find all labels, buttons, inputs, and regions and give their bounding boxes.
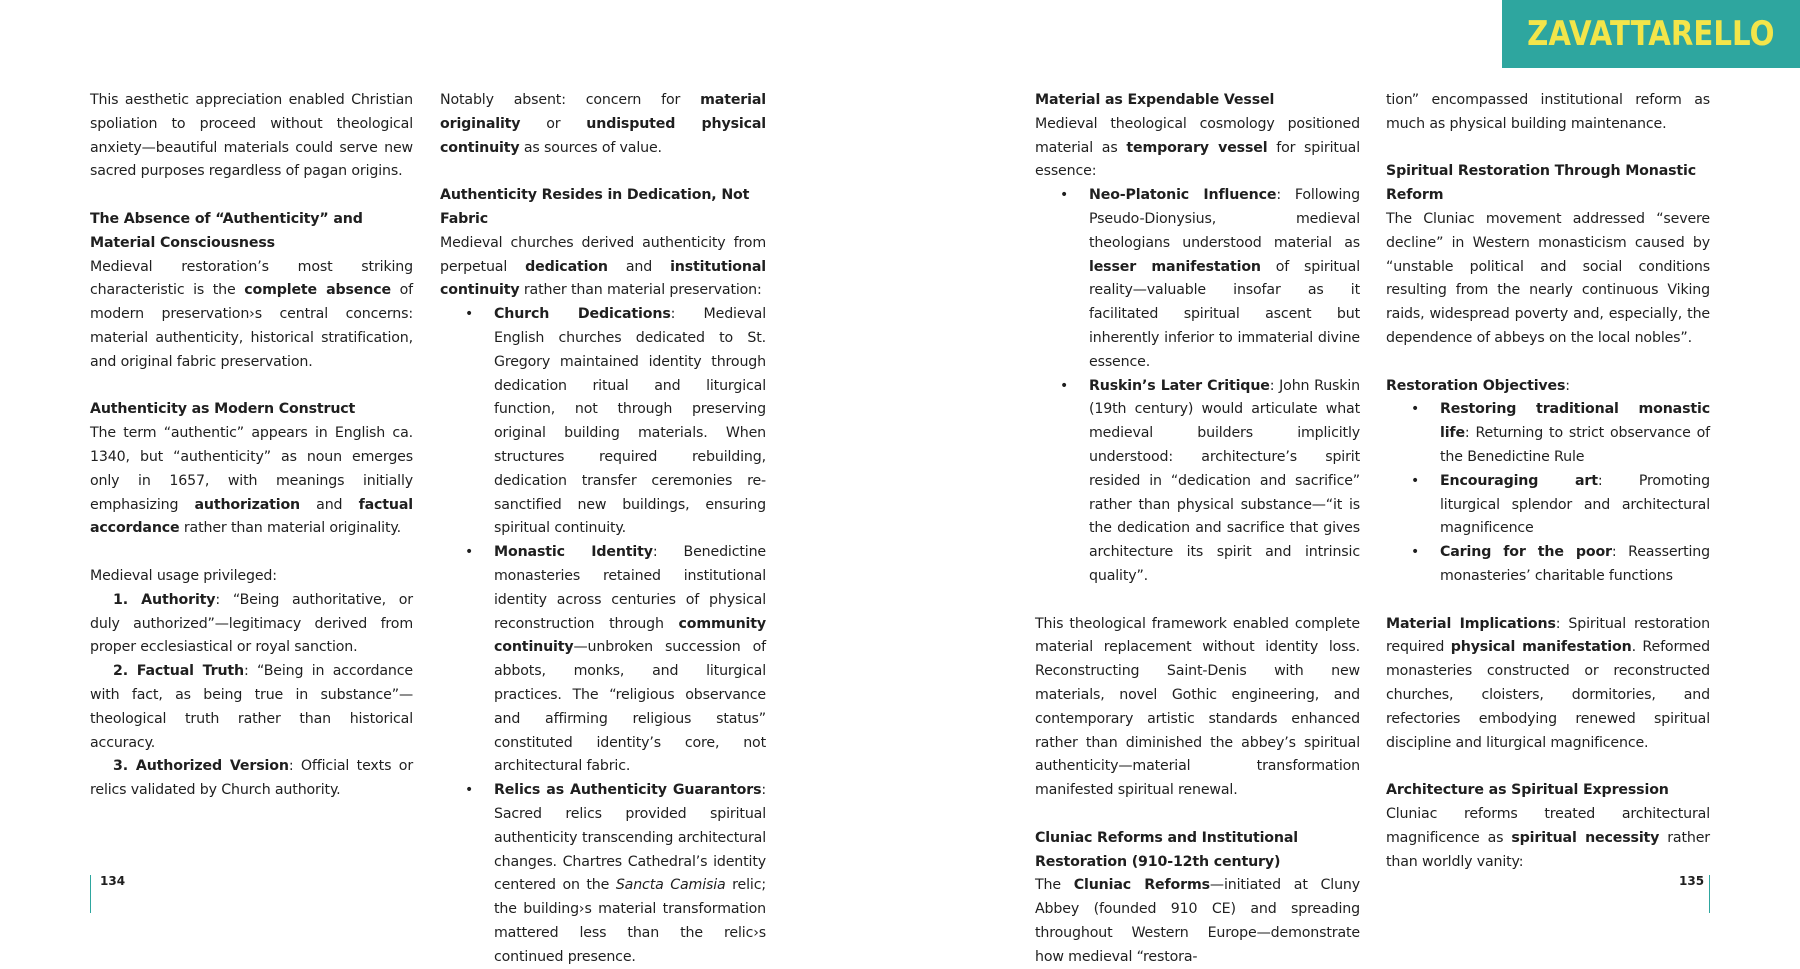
section-heading: The Absence of “Authenticity” and Material Consciousness — [90, 210, 363, 251]
paragraph: Medieval usage privileged: — [90, 567, 277, 584]
column-1 — [90, 89, 413, 803]
paragraph: The term “authentic” appears in English ca. 1340, but “authenticity” as noun emerges only in 1657, with meanings initially emphasizing authorization and factual accordance rather than material originality. — [90, 425, 413, 537]
column-4 — [1386, 89, 1710, 874]
section-heading: Spiritual Restoration Through Monastic Reform — [1386, 163, 1697, 204]
list-item: • Ruskin’s Later Critique: John Ruskin (19th century) would articulate what medieval builders implicitly understood: architecture’s spirit resided in “dedication and sacrifice” rather than physical substance—“it is the dedication and sacrifice that gives architecture its spirit and intrinsic quality”. — [1035, 375, 1360, 589]
section-heading: Material as Expendable Vessel — [1035, 92, 1275, 108]
list-item: 1. Authority: “Being authoritative, or duly authorized”—legitimacy derived from proper ecclesiastical or royal sanction. — [90, 591, 413, 656]
column-2 — [440, 89, 766, 969]
paragraph: Material Implications: Spiritual restoration required physical manifestation. Reformed monasteries constructed or reconstructed churches, cloisters, dormitories, and refectories embodying renewed spiritual discipline and liturgical magnificence. — [1386, 615, 1710, 751]
list-item: • Restoring traditional monastic life: Returning to strict observance of the Benedictine Rule — [1386, 398, 1710, 469]
paragraph: Medieval theological cosmology positioned material as temporary vessel for spiritual essence: — [1035, 115, 1360, 180]
paragraph: This aesthetic appreciation enabled Christian spoliation to proceed without theological anxiety—beautiful materials could serve new sacred purposes regardless of pagan origins. — [90, 92, 413, 180]
page-number-left: 134 — [100, 874, 126, 888]
paragraph: Cluniac reforms treated architectural magnificence as spiritual necessity rather than worldly vanity: — [1386, 805, 1710, 870]
paragraph: The Cluniac movement addressed “severe decline” in Western monasticism caused by “unstable political and social conditions resulting from the nearly continuous Viking raids, widespread poverty and, especially, the dependence of abbeys on the local nobles”. — [1386, 210, 1710, 346]
list-item: 2. Factual Truth: “Being in accordance with fact, as being true in substance”—theological truth rather than historical accuracy. — [90, 663, 413, 751]
bullet-list — [1035, 184, 1360, 589]
page-number-right: 135 — [1679, 874, 1705, 888]
brand-title: ZAVATTARELLO — [1527, 14, 1775, 54]
paragraph: This theological framework enabled complete material replacement without identity loss. Reconstructing Saint-Denis with new materials, novel Gothic engineering, and contemporary artistic standards enhanced rather than diminished the abbey’s spiritual authenticity—material transformation manifested spiritual renewal. — [1035, 615, 1360, 799]
section-heading: Authenticity as Modern Construct — [90, 401, 356, 418]
column-3 — [1035, 89, 1360, 969]
paragraph: Restoration Objectives: — [1386, 377, 1570, 394]
paragraph: Notably absent: concern for material originality or undisputed physical continuity as sources of value. — [440, 92, 766, 156]
list-item: • Neo-Platonic Influence: Following Pseudo-Dionysius, medieval theologians understood material as lesser manifestation of spiritual reality—valuable insofar as it facilitated spiritual ascent but inherently inferior to immaterial divine essence. — [1035, 184, 1360, 374]
paragraph: tion” encompassed institutional reform as much as physical building maintenance. — [1386, 92, 1710, 132]
list-item: 3. Authorized Version: Official texts or relics validated by Church authority. — [90, 758, 414, 799]
list-item: • Caring for the poor: Reasserting monasteries’ charitable functions — [1386, 541, 1710, 589]
section-heading: Cluniac Reforms and Institutional Restoration (910-12th century) — [1035, 829, 1298, 870]
folio-rule-right — [1709, 875, 1710, 913]
paragraph: Medieval churches derived authenticity from perpetual dedication and institutional continuity rather than material preservation: — [440, 234, 766, 299]
folio-rule-left — [90, 875, 91, 913]
brand-banner — [1502, 0, 1800, 68]
numbered-list — [90, 589, 413, 803]
section-heading: Authenticity Resides in Dedication, Not Fabric — [440, 187, 750, 227]
bullet-list — [1386, 398, 1710, 588]
list-item: • Encouraging art: Promoting liturgical splendor and architectural magnificence — [1386, 470, 1710, 541]
paragraph: The Cluniac Reforms—initiated at Cluny Abbey (founded 910 CE) and spreading throughout Western Europe—demonstrate how medieval “restora- — [1035, 877, 1361, 965]
paragraph: Medieval restoration’s most striking characteristic is the complete absence of modern preservation›s central concerns: material authenticity, historical stratification, and original fabric preservation. — [90, 258, 413, 370]
section-heading: Architecture as Spiritual Expression — [1386, 782, 1669, 799]
list-item: • Relics as Authenticity Guarantors: Sacred relics provided spiritual authenticity transcending architectural changes. Chartres Cathedral’s identity centered on the Sancta Camisia relic; the building›s material transformation mattered less than the relic›s continued presence. — [440, 779, 766, 969]
list-item: • Church Dedications: Medieval English churches dedicated to St. Gregory maintained identity through dedication ritual and liturgical function, not through preserving original building materials. When structures required rebuilding, dedication transfer ceremonies re-sanctified new buildings, ensuring spiritual continuity. — [440, 303, 766, 541]
bullet-list — [440, 303, 766, 969]
list-item: • Monastic Identity: Benedictine monasteries retained institutional identity across centuries of physical reconstruction through community continuity—unbroken succession of abbots, monks, and liturgical practices. The “religious observance and affirming religious status” constituted identity’s core, not architectural fabric. — [440, 541, 766, 779]
